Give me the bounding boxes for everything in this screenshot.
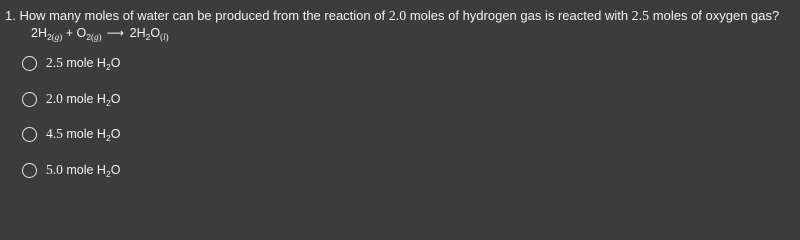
equation-formula-oxygen: O	[76, 26, 87, 40]
reaction-arrow-icon: ⟶	[106, 26, 125, 40]
question-value-oxygen: 2.5	[631, 9, 650, 24]
question-value-hydrogen: 2.0	[388, 9, 407, 24]
equation-subscript-hydrogen: 2(g)	[46, 32, 63, 42]
equation-subscript-water: 2	[145, 32, 151, 42]
question-text	[5, 8, 795, 25]
equation-state-water: (l)	[160, 32, 169, 42]
question-number: 1.	[5, 8, 20, 23]
equation-state-hydrogen: g	[54, 32, 60, 42]
answer-option-label: 2.0 mole $H_2O$	[46, 91, 121, 108]
answer-option-4[interactable]	[22, 160, 120, 180]
answer-option-label: 2.5 mole $H_2O$	[46, 55, 121, 72]
question-text-part2: moles of hydrogen gas is reacted with	[406, 8, 632, 23]
answer-option-3[interactable]	[22, 124, 120, 144]
radio-button-icon[interactable]	[22, 92, 37, 107]
equation-coef-hydrogen: 2	[31, 26, 38, 40]
answer-option-2[interactable]	[22, 89, 120, 109]
question-text-part3: moles of oxygen gas?	[649, 8, 780, 23]
radio-button-icon[interactable]	[22, 56, 37, 71]
equation-subscript-oxygen: 2(g)	[86, 32, 102, 42]
radio-button-icon[interactable]	[22, 163, 37, 178]
question-text-part1: How many moles of water can be produced from the reaction of	[19, 8, 389, 23]
equation-formula-water-h: H	[136, 26, 146, 40]
radio-button-icon[interactable]	[22, 127, 37, 142]
reaction-equation	[31, 25, 169, 41]
answer-option-label: 4.5 mole $H_2O$	[46, 126, 121, 143]
equation-formula-water-o: O	[150, 26, 161, 40]
equation-coef-water: 2	[129, 26, 137, 40]
equation-formula-hydrogen: H	[37, 26, 47, 40]
answer-option-label: 5.0 mole $H_2O$	[46, 162, 121, 179]
answer-option-1[interactable]	[22, 53, 120, 73]
equation-state-oxygen: g	[93, 32, 99, 42]
equation-plus: +	[62, 26, 77, 40]
